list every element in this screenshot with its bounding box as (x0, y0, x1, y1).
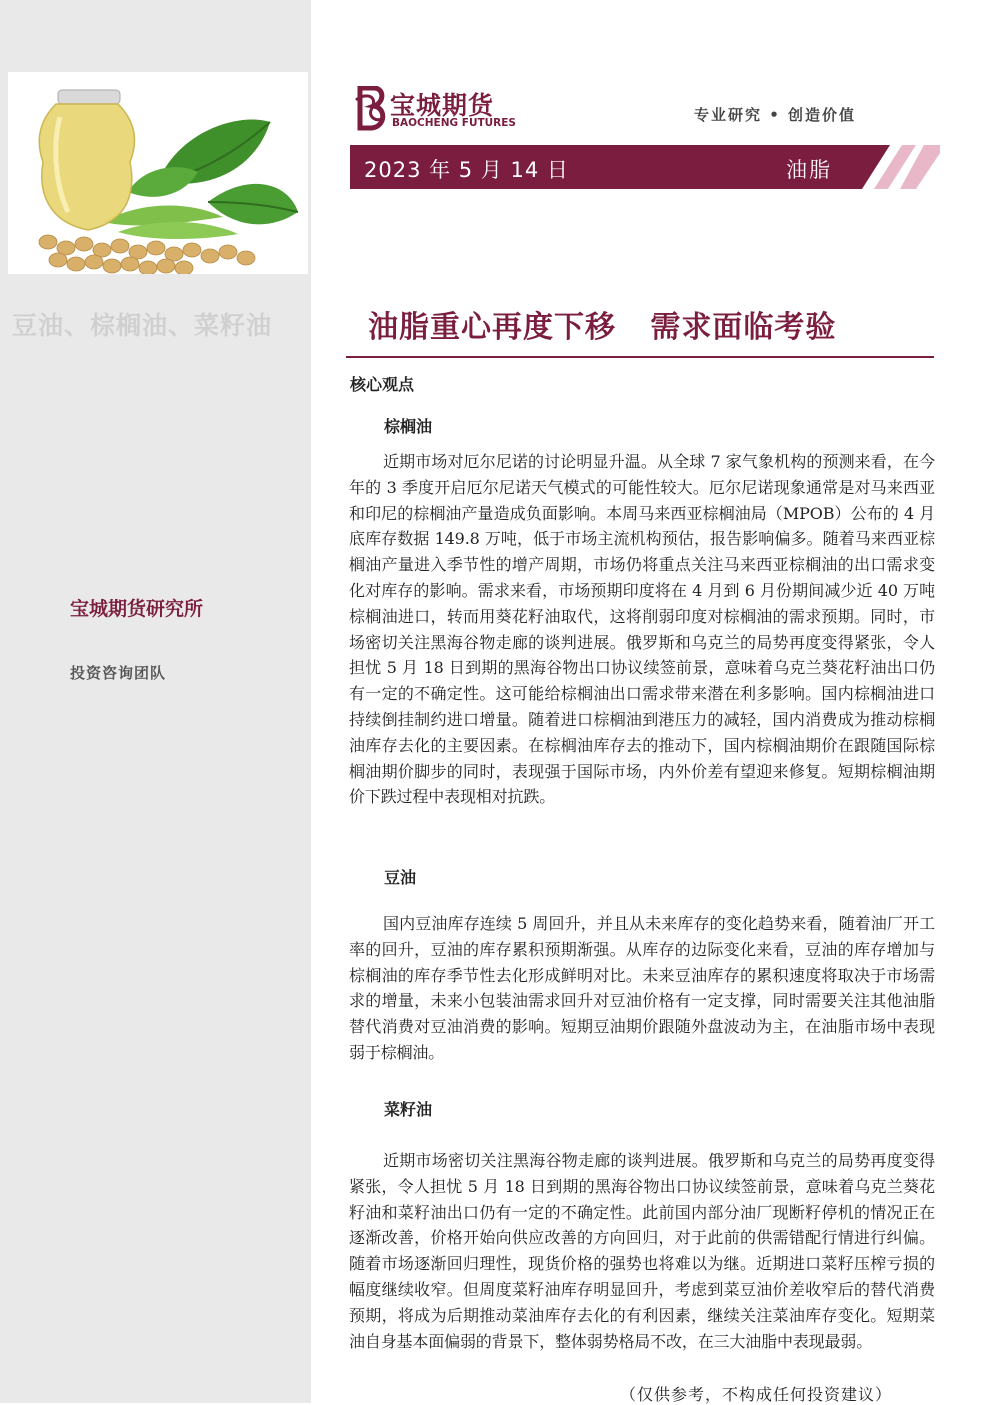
report-title: 油脂重心再度下移 需求面临考验 (368, 310, 837, 345)
section-title-soybean-oil: 豆油 (384, 868, 417, 887)
topics-label: 豆油、棕榈油、菜籽油 (12, 311, 273, 340)
soybean-oil-illustration (8, 72, 308, 274)
baocheng-logo-icon (354, 86, 388, 132)
section-body-soybean-oil: 国内豆油库存连续 5 周回升，并且从未来库存的变化趋势来看，随着油厂开工率的回升，豆油的库存累积预期渐强。从库存的边际变化来看，豆油的库存增加与棕榈油的库存季节性去化形成鲜明对比。未来豆油库存的累积速度将取决于市场需求的增量，未来小包装油需求回升对豆油价格有一定支撑，同时需要关注其他油脂替代消费对豆油消费的影响。短期豆油期价跟随外盘波动为主，在油脂市场中表现弱于棕榈油。 (349, 914, 935, 1062)
core-view-label: 核心观点 (350, 375, 415, 394)
slogan: 专业研究 • 创造价值 (694, 106, 857, 124)
institute-name: 宝城期货研究所 (70, 598, 204, 620)
section-title-rapeseed-oil: 菜籽油 (384, 1100, 433, 1119)
section-body-palm-oil: 近期市场对厄尔尼诺的讨论明显升温。从全球 7 家气象机构的预测来看，在今年的 3 季度开启厄尔尼诺天气模式的可能性较大。厄尔尼诺现象通常是对马来西亚和印尼的棕榈油产量造成负面影响。本周马来西亚棕榈油局（MPOB）公布的 4 月底库存数据 149.8 万吨，低于市场主流机构预估，报告影响偏多。随着马来西亚棕榈油产量进入季节性的增产周期，市场仍将重点关注马来西亚棕榈油的出口需求变化对库存的影响。需求来看，市场预期印度将在 4 月到 6 月份期间减少近 40 万吨棕榈油进口，转而用葵花籽油取代，这将削弱印度对棕榈油的需求预期。同时，市场密切关注黑海谷物走廊的谈判进展。俄罗斯和乌克兰的局势再度变得紧张，令人担忧 5 月 18 日到期的黑海谷物出口协议续签前景，意味着乌克兰葵花籽油出口仍有一定的不确定性。这可能给棕榈油出口需求带来潜在利多影响。国内棕榈油进口持续倒挂制约进口增量。随着进口棕榈油到港压力的减轻，国内消费成为推动棕榈油库存去化的主要因素。在棕榈油库存去的推动下，国内棕榈油期价在跟随国际棕榈油期价脚步的同时，表现强于国际市场，内外价差有望迎来修复。短期棕榈油期价下跌过程中表现相对抗跌。 (349, 452, 935, 807)
baocheng-logo (354, 86, 524, 132)
sidebar (0, 0, 311, 1403)
team-name: 投资咨询团队 (70, 664, 167, 682)
logo-english-text: BAOCHENG FUTURES (392, 117, 516, 129)
section-body-rapeseed-oil: 近期市场密切关注黑海谷物走廊的谈判进展。俄罗斯和乌克兰的局势再度变得紧张，令人担忧 5 月 18 日到期的黑海谷物出口协议续签前景，意味着乌克兰葵花籽油和菜籽油出口仍有一定的不确定性。此前国内部分油厂现断籽停机的情况正在逐渐改善，价格开始向供应改善的方向回归，对于此前的供需错配行情进行纠偏。随着市场逐渐回归理性，现货价格的强势也将难以为继。近期进口菜籽压榨亏损的幅度继续收窄。但周度菜籽油库存明显回升，考虑到菜豆油价差收窄后的替代消费预期，将成为后期推动菜油库存去化的有利因素，继续关注菜油库存变化。短期菜油自身基本面偏弱的背景下，整体弱势格局不改，在三大油脂中表现最弱。 (349, 1151, 935, 1351)
report-category: 油脂 (786, 158, 832, 182)
title-divider (346, 356, 934, 358)
section-title-palm-oil: 棕榈油 (384, 417, 433, 436)
logo-chinese-text: 宝城期货 (390, 91, 495, 120)
report-date: 2023 年 5 月 14 日 (364, 158, 569, 182)
disclaimer: （仅供参考，不构成任何投资建议） (620, 1385, 893, 1404)
date-banner (350, 145, 940, 189)
